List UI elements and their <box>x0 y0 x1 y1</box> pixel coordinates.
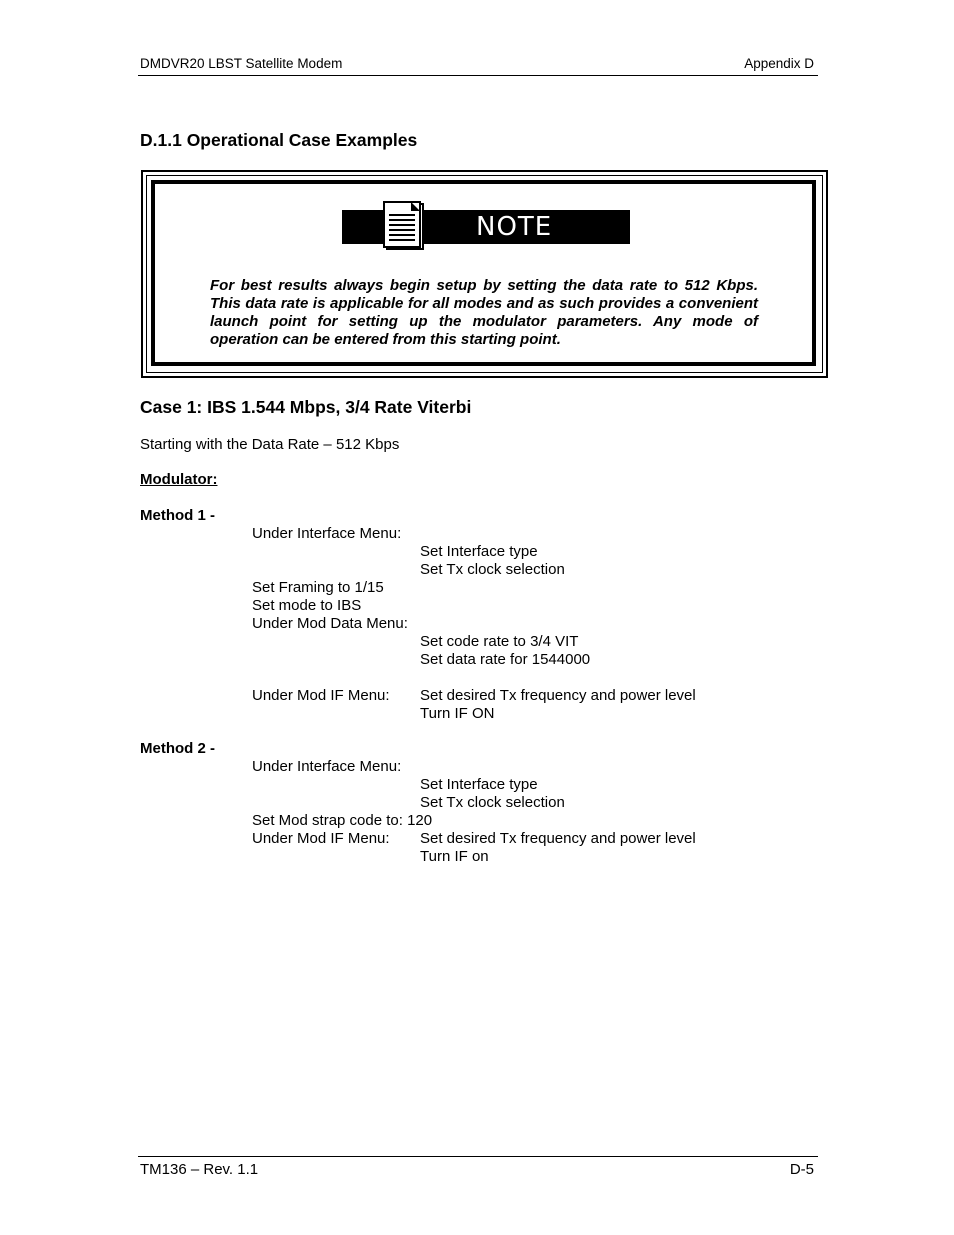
method2-set-strap: Set Mod strap code to: 120 <box>252 812 433 829</box>
method1-set-interface-type: Set Interface type <box>420 543 538 560</box>
method2-turn-if-on: Turn IF on <box>420 848 489 865</box>
header-rule <box>138 75 818 76</box>
method2-label: Method 2 - <box>140 740 215 757</box>
section-title: D.1.1 Operational Case Examples <box>140 130 418 150</box>
method1-turn-if-on: Turn IF ON <box>420 705 495 722</box>
case1-title: Case 1: IBS 1.544 Mbps, 3/4 Rate Viterbi <box>140 397 472 417</box>
method1-mod-data-menu: Under Mod Data Menu: <box>252 615 408 632</box>
method1-interface-menu: Under Interface Menu: <box>252 525 402 542</box>
method1-set-data-rate: Set data rate for 1544000 <box>420 651 591 668</box>
method2-set-tx-clock: Set Tx clock selection <box>420 794 565 811</box>
method1-mod-if-menu: Under Mod IF Menu: <box>252 687 390 704</box>
case1-intro: Starting with the Data Rate – 512 Kbps <box>140 436 400 453</box>
header-doc-title: DMDVR20 LBST Satellite Modem <box>140 56 343 71</box>
method1-set-tx-clock: Set Tx clock selection <box>420 561 565 578</box>
footer-revision: TM136 – Rev. 1.1 <box>140 1161 259 1178</box>
note-label: NOTE <box>476 212 553 242</box>
note-text: For best results always begin setup by setting the data rate to 512 Kbps. This data rate is applicable for all modes and as such provides a convenient launch point for setting up the modulator parameters. Any mode of operation can be entered from this starting point. <box>210 277 758 348</box>
method1-set-mode: Set mode to IBS <box>252 597 362 614</box>
method2-interface-menu: Under Interface Menu: <box>252 758 402 775</box>
modulator-label: Modulator: <box>140 471 218 488</box>
method1-set-framing: Set Framing to 1/15 <box>252 579 384 596</box>
footer-rule <box>138 1156 818 1157</box>
footer-page-number: D-5 <box>789 1161 814 1178</box>
method1-set-code-rate: Set code rate to 3/4 VIT <box>420 633 579 650</box>
method2-set-interface-type: Set Interface type <box>420 776 538 793</box>
method2-set-tx-freq: Set desired Tx frequency and power level <box>420 830 696 847</box>
method2-mod-if-menu: Under Mod IF Menu: <box>252 830 390 847</box>
notepad-icon <box>383 201 427 251</box>
header-appendix: Appendix D <box>744 56 814 71</box>
method1-label: Method 1 - <box>140 507 215 524</box>
method1-set-tx-freq: Set desired Tx frequency and power level <box>420 687 696 704</box>
